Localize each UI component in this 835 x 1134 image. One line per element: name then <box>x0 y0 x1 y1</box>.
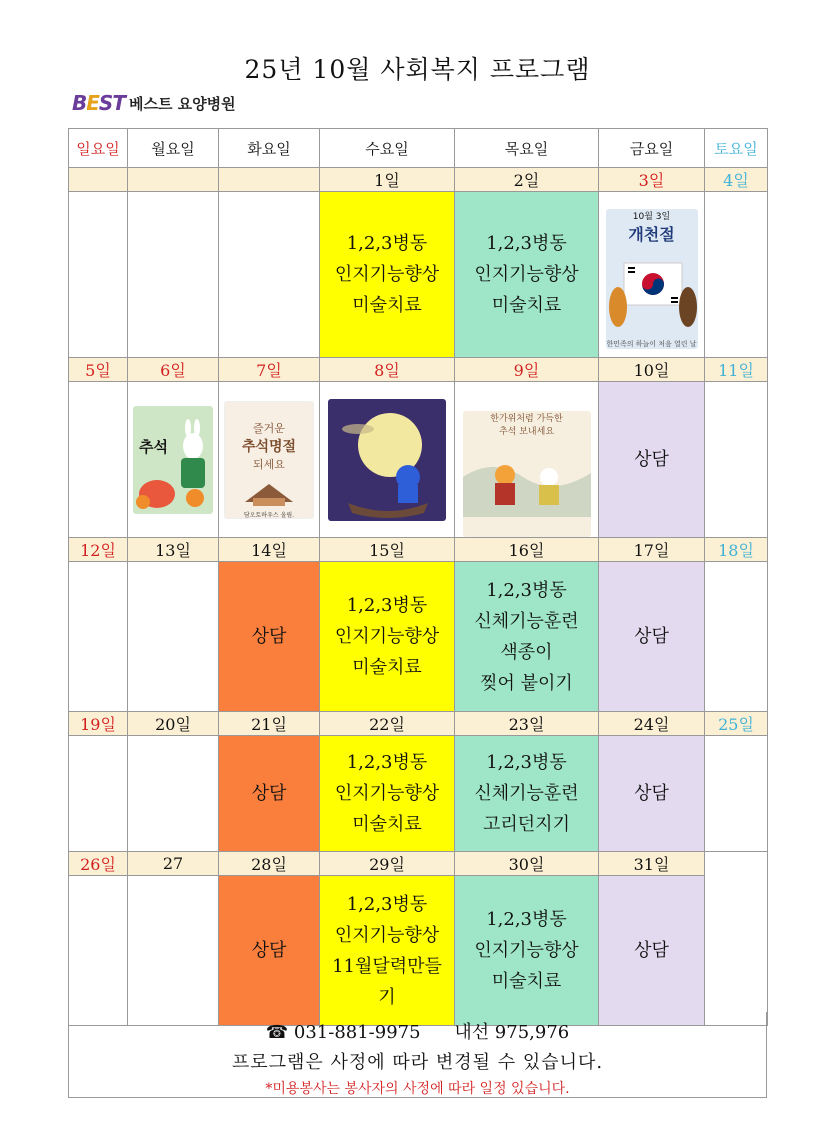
date-cell: 16일 <box>455 538 599 562</box>
date-cell: 10일 <box>599 358 705 382</box>
date-cell: 11일 <box>705 358 768 382</box>
chuseok-cell <box>219 382 320 538</box>
date-cell: 18일 <box>705 538 768 562</box>
logo-text: 베스트 요양병원 <box>128 94 236 113</box>
date-cell: 6일 <box>128 358 219 382</box>
date-cell: 22일 <box>320 712 455 736</box>
date-cell: 20일 <box>128 712 219 736</box>
program-calendar <box>68 128 768 1026</box>
empty-cell <box>69 382 128 538</box>
chuseok-tiger-poster: 한가위처럼 가득한 추석 보내세요 <box>463 411 591 537</box>
date-cell: 9일 <box>455 358 599 382</box>
contact-line <box>69 1018 766 1044</box>
schedule-change-note: 프로그램은 사정에 따라 변경될 수 있습니다. <box>231 1052 604 1073</box>
date-cell: 4일 <box>705 168 768 192</box>
date-row <box>69 712 768 736</box>
date-row <box>69 168 768 192</box>
extension-number: 내선 975,976 <box>454 1022 570 1043</box>
date-cell: 25일 <box>705 712 768 736</box>
full-moon-cell <box>320 382 455 538</box>
chuseok-greeting-poster: 즐거운 추석명절 되세요 담오토하우스 올림. <box>224 401 314 519</box>
empty-cell <box>219 192 320 358</box>
date-cell: 8일 <box>320 358 455 382</box>
date-cell: 29일 <box>320 852 455 876</box>
program-cell: 1,2,3병동 신체기능훈련 고리던지기 <box>455 736 599 852</box>
date-cell: 15일 <box>320 538 455 562</box>
counseling-cell: 상담 <box>599 876 705 1026</box>
date-cell <box>128 168 219 192</box>
chuseok-poster: 추석 <box>133 406 213 514</box>
counseling-cell: 상담 <box>219 736 320 852</box>
date-cell: 27 <box>128 852 219 876</box>
weekday-tue: 화요일 <box>219 129 320 168</box>
empty-cell <box>705 852 768 1026</box>
weekday-sun: 일요일 <box>69 129 128 168</box>
empty-cell <box>705 192 768 358</box>
tiger-and-rabbit-icon <box>463 437 591 517</box>
empty-cell <box>705 736 768 852</box>
date-cell: 12일 <box>69 538 128 562</box>
weekday-header-row <box>69 129 768 168</box>
page-title: 25년 10월 사회복지 프로그램 <box>244 55 591 84</box>
weekday-mon: 월요일 <box>128 129 219 168</box>
program-cell: 1,2,3병동 인지기능향상 미술치료 <box>455 876 599 1026</box>
full-moon-poster <box>328 399 446 521</box>
program-cell: 1,2,3병동 인지기능향상 미술치료 <box>320 192 455 358</box>
date-cell: 19일 <box>69 712 128 736</box>
event-row <box>69 192 768 358</box>
empty-cell <box>69 736 128 852</box>
empty-cell <box>128 192 219 358</box>
date-row <box>69 852 768 876</box>
empty-cell <box>128 876 219 1026</box>
empty-cell <box>69 562 128 712</box>
date-cell: 14일 <box>219 538 320 562</box>
counseling-cell: 상담 <box>599 382 705 538</box>
empty-cell <box>128 562 219 712</box>
phone-number: 031-881-9975 <box>293 1022 421 1043</box>
logo-mark: BEST <box>72 91 125 115</box>
date-cell: 13일 <box>128 538 219 562</box>
rabbit-and-fruit-icon <box>133 406 213 514</box>
weekday-fri: 금요일 <box>599 129 705 168</box>
phone-icon: ☎ <box>265 1022 289 1043</box>
volunteer-note: *미용봉사는 봉사자의 사정에 따라 일정 있습니다. <box>265 1081 570 1097</box>
counseling-cell: 상담 <box>599 736 705 852</box>
event-row <box>69 562 768 712</box>
program-cell: 1,2,3병동 신체기능훈련 색종이 찢어 붙이기 <box>455 562 599 712</box>
date-cell: 24일 <box>599 712 705 736</box>
program-cell: 1,2,3병동 인지기능향상 11월달력만들 기 <box>320 876 455 1026</box>
weekday-thu: 목요일 <box>455 129 599 168</box>
full-moon-icon <box>328 399 446 521</box>
date-cell: 26일 <box>69 852 128 876</box>
program-cell: 1,2,3병동 인지기능향상 미술치료 <box>320 562 455 712</box>
counseling-cell: 상담 <box>219 876 320 1026</box>
date-cell <box>219 168 320 192</box>
date-cell <box>69 168 128 192</box>
counseling-cell: 상담 <box>219 562 320 712</box>
program-cell: 1,2,3병동 인지기능향상 미술치료 <box>320 736 455 852</box>
house-icon <box>225 472 313 506</box>
chuseok-cell <box>128 382 219 538</box>
event-row <box>69 876 768 1026</box>
weekday-wed: 수요일 <box>320 129 455 168</box>
empty-cell <box>705 562 768 712</box>
date-row <box>69 358 768 382</box>
date-cell: 30일 <box>455 852 599 876</box>
taegukgi-icon <box>606 245 698 335</box>
date-cell: 1일 <box>320 168 455 192</box>
footer-notice <box>68 1012 767 1098</box>
empty-cell <box>69 876 128 1026</box>
empty-cell <box>128 736 219 852</box>
date-cell: 3일 <box>599 168 705 192</box>
event-row <box>69 736 768 852</box>
date-cell: 28일 <box>219 852 320 876</box>
date-cell: 2일 <box>455 168 599 192</box>
chuseok-cell <box>455 382 599 538</box>
date-cell: 21일 <box>219 712 320 736</box>
empty-cell <box>705 382 768 538</box>
date-row <box>69 538 768 562</box>
date-cell: 17일 <box>599 538 705 562</box>
date-cell: 23일 <box>455 712 599 736</box>
hospital-logo <box>72 90 236 116</box>
counseling-cell: 상담 <box>599 562 705 712</box>
national-foundation-day-poster: 10월 3일 개천절 한민족의 하늘이 처음 열린 날 <box>606 209 698 349</box>
date-cell: 31일 <box>599 852 705 876</box>
holiday-cell <box>599 192 705 358</box>
event-row <box>69 382 768 538</box>
weekday-sat: 토요일 <box>705 129 768 168</box>
program-cell: 1,2,3병동 인지기능향상 미술치료 <box>455 192 599 358</box>
date-cell: 7일 <box>219 358 320 382</box>
empty-cell <box>69 192 128 358</box>
date-cell: 5일 <box>69 358 128 382</box>
